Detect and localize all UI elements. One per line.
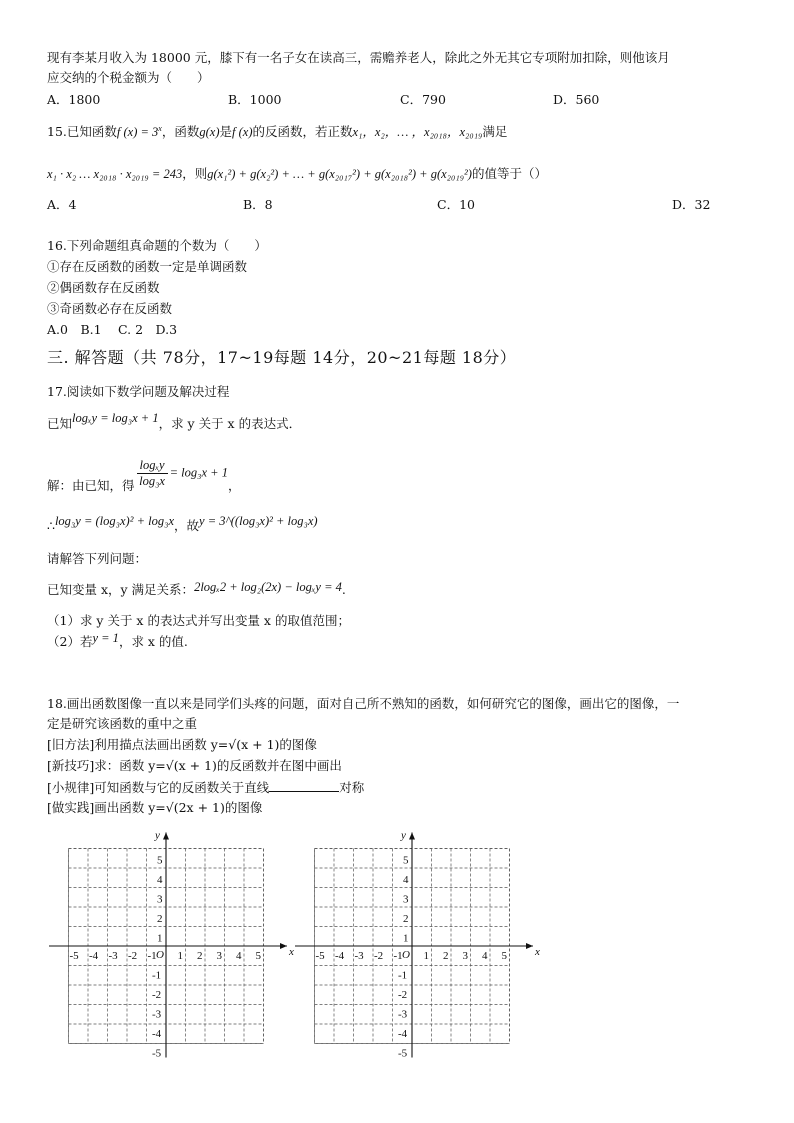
y-tick-label: 4	[403, 874, 409, 886]
x-tick-label: 4	[482, 950, 488, 962]
y-axis-label: y	[401, 829, 406, 842]
q17-fraction	[137, 458, 168, 489]
q17-derivation	[47, 514, 318, 534]
q15-option-d: D．32	[672, 197, 711, 212]
x-tick-label: 5	[501, 950, 507, 962]
q18-rule-pre: [小规律]可知函数与它的反函数关于直线	[47, 780, 270, 795]
x-axis-label: x	[289, 946, 294, 958]
x-tick-label: -2	[128, 950, 138, 962]
y-tick-label: 1	[403, 932, 409, 945]
q17-condition	[47, 582, 346, 598]
x-tick-label: -2	[374, 950, 384, 962]
y-tick-label: 5	[157, 854, 163, 867]
q17-sub2-post: ，求 x 的值.	[118, 634, 188, 649]
y-axis-arrow-icon	[409, 833, 415, 840]
q18-rule-post: 对称	[339, 780, 365, 795]
x-tick-label: 2	[197, 950, 203, 962]
q17-known-eq: logₓy = log₃x + 1	[72, 411, 159, 425]
q17-sub2-eq: y = 1	[92, 631, 119, 645]
q17-sub2	[47, 631, 188, 650]
q17-frac-den: log₃x	[139, 473, 165, 488]
q18-text-line2: 定是研究该函数的重中之重	[47, 716, 198, 731]
q16-item-3: ③奇函数必存在反函数	[47, 301, 173, 316]
q16-options: A.0 B.1 C. 2 D.3	[47, 322, 178, 337]
y-tick-label: 1	[157, 932, 163, 945]
q14-option-a: A．1800	[47, 92, 101, 107]
y-tick-label: 3	[157, 893, 163, 906]
q14-option-b: B．1000	[228, 92, 282, 107]
y-tick-label: -1	[398, 969, 408, 982]
q18-text-line1: 18.画出函数图像一直以来是同学们头疼的问题，面对自己所不熟知的函数，如何研究它的图像，画出它的图像，一	[47, 696, 680, 711]
y-tick-label: -5	[152, 1047, 162, 1060]
y-tick-label: 4	[157, 874, 163, 886]
y-axis-label: y	[155, 829, 160, 842]
q14-text-line2: 应交纳的个税金额为（ ）	[47, 70, 210, 85]
y-tick-label: -4	[398, 1028, 408, 1040]
q14-option-c: C．790	[400, 92, 446, 107]
x-tick-label: 1	[423, 950, 429, 962]
section-heading: 三. 解答题（共 78分，17~19每题 14分，20~21每题 18分）	[47, 348, 517, 367]
q15-text-b: ，函数	[161, 124, 200, 139]
x-axis-arrow-icon	[526, 943, 533, 949]
x-tick-label: -3	[108, 950, 118, 962]
q17-sol-pre: 解：由已知，得	[47, 478, 135, 493]
y-tick-label: 2	[157, 913, 163, 925]
y-tick-label: 5	[403, 854, 409, 867]
coordinate-grid-left[interactable]	[40, 818, 300, 1068]
q18-new-skill: [新技巧]求：函数 y=√(x + 1)的反函数并在图中画出	[47, 758, 342, 773]
q14-text-line1: 现有李某月收入为 18000 元，膝下有一名子女在读高三，需赡养老人，除此之外无其它专项附加扣除，则他该月	[47, 50, 670, 65]
q16-item-1: ①存在反函数的函数一定是单调函数	[47, 259, 248, 274]
q17-known-post: ，求 y 关于 x 的表达式．	[158, 416, 302, 431]
q17-ask: 请解答下列问题：	[47, 551, 148, 566]
q15-text-d: 的反函数，若正数	[252, 124, 353, 139]
x-tick-label: -1	[147, 950, 157, 962]
x-tick-label: -4	[89, 950, 99, 962]
q15-stem-line2	[47, 166, 547, 182]
q17-gu: ，故	[174, 518, 200, 533]
q17-therefore: ∴	[47, 518, 55, 533]
x-tick-label: -3	[354, 950, 364, 962]
y-tick-label: -4	[152, 1028, 162, 1040]
x-tick-label: 4	[236, 950, 242, 962]
y-tick-label: -2	[398, 989, 408, 1001]
x-tick-label: 3	[216, 950, 222, 962]
y-tick-label: -3	[398, 1008, 408, 1021]
q16-item-2: ②偶函数存在反函数	[47, 280, 160, 295]
q15-product: x₁ · x₂ … x₂₀₁₈ · x₂₀₁₉ = 243	[47, 167, 183, 181]
x-tick-label: -1	[393, 950, 403, 962]
q15-fx: f (x)	[232, 125, 253, 139]
q17-known	[47, 411, 302, 432]
q15-sum: g(x₁²) + g(x₂²) + … + g(x₂₀₁₇²) + g(x₂₀₁₈²) + g(x₂₀₁₉²)	[207, 167, 472, 181]
q17-cond-post: .	[341, 582, 346, 597]
q18-rule	[47, 779, 364, 796]
q18-practice: [做实践]画出函数 y=√(2x + 1)的图像	[47, 800, 263, 815]
origin-label: O	[402, 949, 410, 961]
q17-sub1: （1）求 y 关于 x 的表达式并写出变量 x 的取值范围；	[47, 613, 350, 628]
q15-f-def: f (x) = 3	[116, 125, 159, 139]
x-axis-label: x	[535, 946, 540, 958]
q17-cond-pre: 已知变量 x，y 满足关系：	[47, 582, 195, 597]
x-tick-label: 1	[177, 950, 183, 962]
y-tick-label: -1	[152, 969, 162, 982]
q15-text-c: 是	[219, 124, 233, 139]
x-tick-label: -5	[69, 950, 79, 962]
q15-text-e: 满足	[482, 124, 508, 139]
y-tick-label: -2	[152, 989, 162, 1001]
q18-old-method: [旧方法]利用描点法画出函数 y=√(x + 1)的图像	[47, 737, 317, 752]
q15-g-def: g(x)	[199, 125, 220, 139]
q17-eq2: log₃y = (log₃x)² + log₃x	[54, 514, 174, 528]
q15-option-a: A．4	[47, 197, 77, 212]
q15-seq: x₁，x₂，… ，x₂₀₁₈，x₂₀₁₉	[352, 125, 483, 139]
y-axis-arrow-icon	[163, 833, 169, 840]
q17-sub2-pre: （2）若	[47, 634, 93, 649]
x-tick-label: -4	[335, 950, 345, 962]
q17-solution	[47, 452, 240, 494]
q17-cond-eq: 2logₓ2 + log₂(2x) − logₓy = 4	[194, 580, 342, 594]
q15-stem-line1: 15.已知函数f $(x) = 3^x$，函数g(x)是f (x)的反函数，若正数x₁，x₂，… ，x₂₀₁₈，x₂₀₁₉满足	[47, 123, 508, 139]
q15-option-c: C．10	[437, 197, 475, 212]
q17-known-pre: 已知	[47, 416, 73, 431]
y-tick-label: 2	[403, 913, 409, 925]
q17-frac-rhs: = log₃x + 1	[169, 465, 228, 480]
y-tick-label: 3	[403, 893, 409, 906]
y-tick-label: -5	[398, 1047, 408, 1060]
x-tick-label: 5	[255, 950, 261, 962]
q16-stem: 16.下列命题组真命题的个数为（ ）	[47, 238, 267, 253]
q15-text-g: 的值等于（）	[471, 166, 547, 181]
origin-label: O	[156, 949, 164, 961]
q17-sol-post: ，	[227, 478, 241, 493]
q17-frac-num: logₓy	[137, 458, 168, 474]
x-tick-label: 2	[443, 950, 449, 962]
answer-blank[interactable]	[269, 779, 339, 792]
q17-title: 17.阅读如下数学问题及解决过程	[47, 384, 230, 399]
x-tick-label: 3	[462, 950, 468, 962]
q14-option-d: D．560	[553, 92, 600, 107]
y-tick-label: -3	[152, 1008, 162, 1021]
q15-option-b: B．8	[243, 197, 273, 212]
q15-text-a: 15.已知函数	[47, 124, 117, 139]
coordinate-grid-right[interactable]	[286, 818, 546, 1068]
x-tick-label: -5	[315, 950, 325, 962]
q15-text-f: ，则	[182, 166, 208, 181]
q17-eq3: y = 3^((log₃x)² + log₃x)	[199, 514, 318, 528]
